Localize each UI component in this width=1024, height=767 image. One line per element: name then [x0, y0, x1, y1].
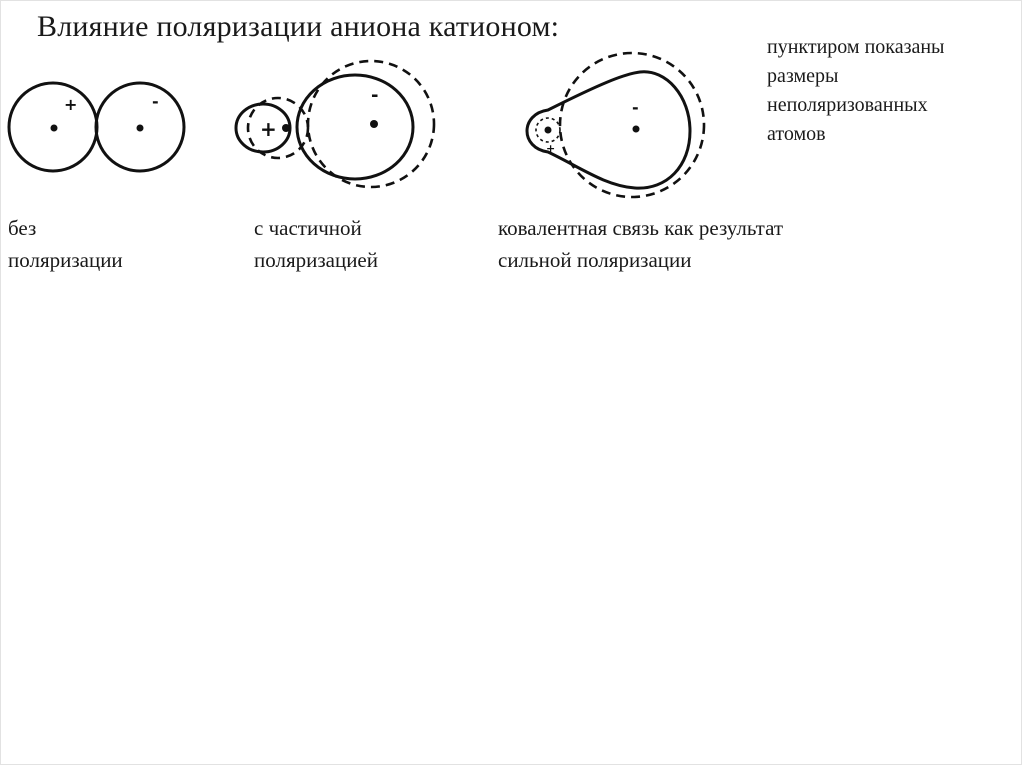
- anion-charge-sign: -: [152, 92, 159, 111]
- cation-charge-sign: +: [546, 142, 556, 155]
- cation-charge-sign: +: [64, 95, 78, 114]
- legend-note-line: размеры: [767, 65, 839, 87]
- legend-note-line: атомов: [767, 123, 826, 145]
- anion-charge-sign: -: [371, 85, 379, 106]
- legend-note-line: неполяризованных: [767, 94, 928, 116]
- caption-line: без: [8, 216, 37, 240]
- caption-line: с частичной: [254, 216, 362, 240]
- caption-strong-polarization: [498, 212, 783, 276]
- caption-line: поляризации: [8, 248, 123, 272]
- caption-line: сильной поляризации: [498, 248, 692, 272]
- caption-line: поляризацией: [254, 248, 378, 272]
- legend-note-line: пунктиром показаны: [767, 36, 945, 58]
- anion-charge-sign: -: [632, 98, 639, 117]
- cation-charge-sign: +: [260, 117, 277, 141]
- caption-partial-polarization: [254, 212, 378, 276]
- caption-line: ковалентная связь как результат: [498, 216, 784, 240]
- slide-title: Влияние поляризации аниона катионом:: [37, 10, 560, 43]
- caption-no-polarization: [8, 212, 123, 276]
- legend-note: [767, 33, 1017, 149]
